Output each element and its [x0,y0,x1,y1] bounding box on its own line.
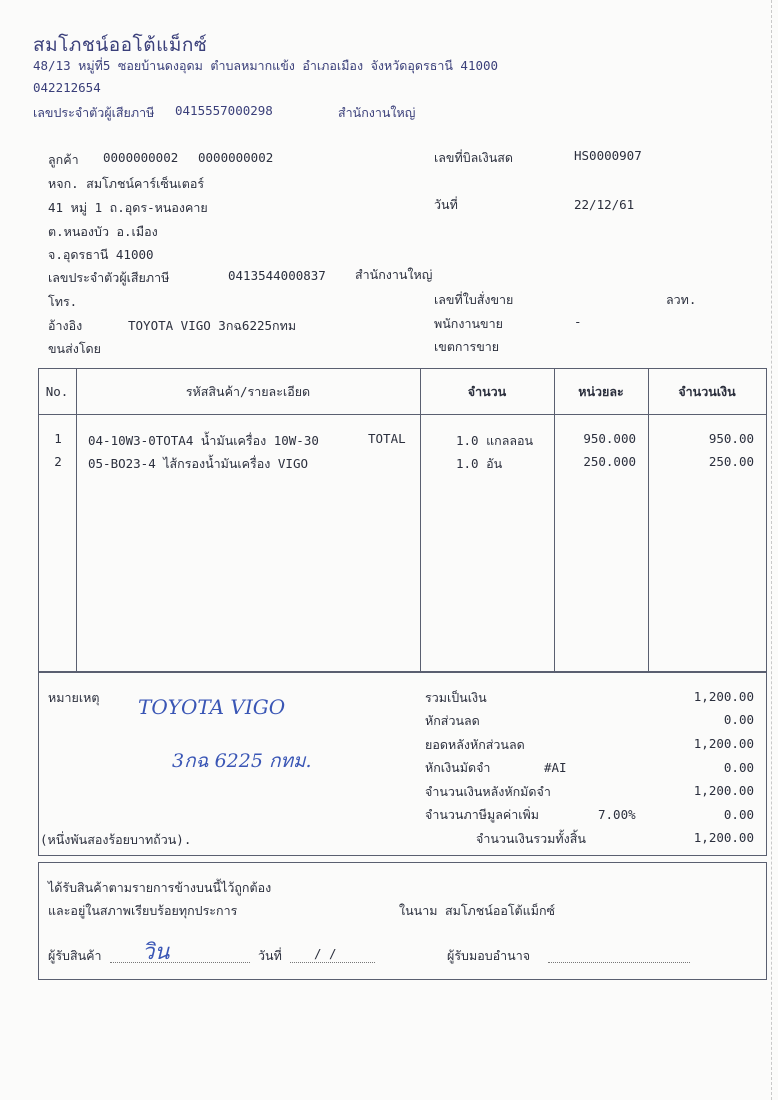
seller-branch: สำนักงานใหญ่ [338,105,416,120]
so-label: เลขที่ใบสั่งขาย [434,292,514,307]
customer-ref-label: อ้างอิง [48,318,83,333]
seller-tax-id-label: เลขประจำตัวผู้เสียภาษี [33,105,155,120]
customer-tax-id: 0413544000837 [228,268,326,283]
row-1-qty: 1.0 แกลลอน [456,433,534,448]
customer-code-1: 0000000002 [103,150,179,165]
customer-ship-label: ขนส่งโดย [48,341,101,356]
header-unit-price: หน่วยละ [578,384,624,399]
customer-ref-value: TOYOTA VIGO 3กฉ6225กทม [128,318,297,333]
total-label-5: จำนวนภาษีมูลค่าเพิ่ม [425,807,539,822]
remarks-handwritten-1: TOYOTA VIGO [138,695,286,719]
total-label-4: จำนวนเงินหลังหักมัดจำ [425,784,551,799]
customer-code-2: 0000000002 [198,150,274,165]
total-label-3: หักเงินมัดจำ [425,760,491,775]
col-divider-2 [420,368,421,673]
total-value-5: 0.00 [723,807,754,822]
row-2-qty: 1.0 อัน [456,456,503,471]
total-value-4: 1,200.00 [693,783,754,798]
remarks-label: หมายเหตุ [48,690,100,705]
total-value-1: 0.00 [723,712,754,727]
total-value-2: 1,200.00 [693,736,754,751]
received-line-1: ได้รับสินค้าตามรายการข้างบนนี้ไว้ถูกต้อง [48,880,272,895]
row-2-unit-price: 250.000 [583,454,636,469]
col-divider-4 [648,368,649,673]
bill-no: HS0000907 [574,148,642,163]
on-behalf-text: ในนาม สมโภชน์ออโต้แม็กซ์ [399,903,556,918]
customer-phone-label: โทร. [48,294,78,309]
customer-tax-id-label: เลขประจำตัวผู้เสียภาษี [48,270,170,285]
area-label: เขตการขาย [434,339,500,354]
customer-branch: สำนักงานใหญ่ [355,267,433,282]
seller-phone: 042212654 [33,80,101,95]
amount-in-words: (หนึ่งพันสองร้อยบาทถ้วน). [40,832,192,847]
row-1-no: 1 [54,431,62,446]
bill-no-label: เลขที่บิลเงินสด [434,150,513,165]
total-extra-5: 7.00% [598,807,636,822]
remarks-handwritten-2: 3กฉ 6225 กทม. [172,750,312,772]
perforation-edge [771,0,772,1100]
sales-value: - [574,314,582,329]
customer-address-3: จ.อุดรธานี 41000 [48,247,154,262]
items-header-divider [38,414,767,415]
total-label-0: รวมเป็นเงิน [425,690,487,705]
received-line-2: และอยู่ในสภาพเรียบร้อยทุกประการ [48,903,238,918]
total-label-2: ยอดหลังหักส่วนลด [425,737,525,752]
row-1-unit-price: 950.000 [583,431,636,446]
header-qty: จำนวน [467,384,507,399]
row-1-brand: TOTAL [368,431,406,446]
row-1-desc: 04-10W3-0TOTA4 น้ำมันเครื่อง 10W-30 [88,433,319,448]
total-extra-3: #AI [544,760,567,775]
invoice-date: 22/12/61 [574,197,635,212]
seller-tax-id: 0415557000298 [175,103,273,118]
receiver-sign-line [110,962,250,963]
customer-address-2: ต.หนองบัว อ.เมือง [48,224,158,239]
row-1-amount: 950.00 [708,431,754,446]
customer-address-1: 41 หมู่ 1 ถ.อุดร-หนองคาย [48,200,208,215]
customer-label: ลูกค้า [48,152,79,167]
header-no: No. [45,384,69,399]
seller-name: สมโภชน์ออโต้แม็กซ์ [33,34,208,56]
seller-address: 48/13 หมู่ที่5 ซอยบ้านดงอุดม ตำบลหมากแข้ง อำเภอเมือง จังหวัดอุดรธานี 41000 [33,58,499,73]
receiver-label: ผู้รับสินค้า [48,948,102,963]
sales-label: พนักงานขาย [434,316,503,331]
sign-date-line [290,962,375,963]
row-2-no: 2 [54,454,62,469]
row-2-desc: 05-BO23-4 ไส้กรองน้ำมันเครื่อง VIGO [88,456,309,471]
sign-date-slashes: / / [314,946,337,961]
total-value-0: 1,200.00 [693,689,754,704]
total-label-6: จำนวนเงินรวมทั้งสิ้น [476,831,586,846]
header-desc: รหัสสินค้า/รายละเอียด [185,384,311,399]
row-2-amount: 250.00 [708,454,754,469]
header-amount: จำนวนเงิน [678,384,736,399]
sign-date-label: วันที่ [258,948,282,963]
total-label-1: หักส่วนลด [425,713,480,728]
col-divider-3 [554,368,555,673]
total-value-3: 0.00 [723,760,754,775]
date-label: วันที่ [434,197,458,212]
customer-name: หจก. สมโภชน์คาร์เซ็นเตอร์ [48,176,205,191]
authorized-sign-line [548,962,690,963]
receiver-signature: วิน [142,940,170,965]
col-divider-1 [76,368,77,673]
so-value: ลวท. [666,292,697,307]
authorized-label: ผู้รับมอบอำนาจ [447,948,531,963]
total-value-6: 1,200.00 [693,830,754,845]
